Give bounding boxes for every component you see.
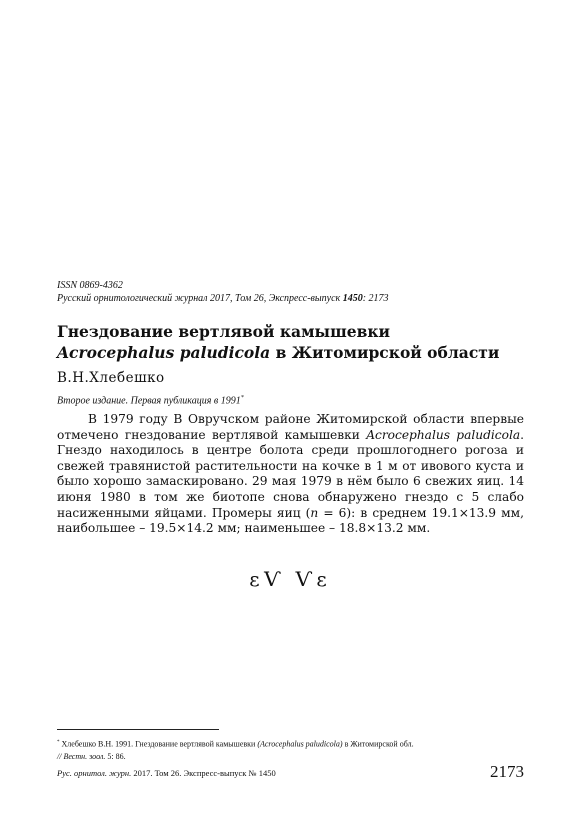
issn-line: ISSN 0869-4362 <box>57 280 123 291</box>
ornament-divider: εѴ Ѵε <box>249 567 331 591</box>
page-number: 2173 <box>490 762 524 781</box>
edition-text: Второе издание. Первая публикация в 1991 <box>57 395 241 407</box>
body-species: Acrocephalus paludicola <box>366 427 521 442</box>
article-title <box>57 321 527 363</box>
body-n: n <box>310 505 319 520</box>
footnote-rule <box>57 729 219 730</box>
running-rest: 2017. Том 26. Экспресс-выпуск № 1450 <box>131 768 276 778</box>
footnote-text-a: Хлебешко В.Н. 1991. Гнездование вертлявой камышевки <box>59 739 258 749</box>
journal-line <box>57 292 389 305</box>
running-title: Рус. орнитол. журн. <box>57 768 132 778</box>
footnote-text-c: 5: 86. <box>105 751 126 761</box>
footnote-species: (Acrocephalus paludicola) <box>257 739 343 749</box>
issn-block <box>57 279 389 305</box>
issue-number: 1450 <box>342 293 363 304</box>
footnote-mark: * <box>57 740 60 745</box>
title-species: Acrocephalus paludicola <box>57 343 271 362</box>
footnote-journal: // Вестн. зоол. <box>57 751 106 761</box>
body-text-2: . Гнездо находилось в центре болота среди прошлогоднего рогоза и свежей травянистой растительности на кочке в 1 м от ивового куста и было хорошо замаскировано. 29 мая 1979 в нём было 6 свежих яиц. 14 июня 1980 в том же биотопе снова обнаружено гнездо с 5 слабо насиженными яйцами. Промеры яиц ( <box>57 427 524 520</box>
title-line2 <box>57 342 527 363</box>
edition-footnote-mark: * <box>240 395 244 401</box>
footnote <box>57 737 527 763</box>
article-body <box>57 412 524 537</box>
title-line1: Гнездование вертлявой камышевки <box>57 322 391 341</box>
body-text-1: В 1979 году В Овручском районе Житомирской области впервые отмечено гнездование вертлявой камышевки <box>57 412 524 442</box>
journal-line-text: Русский орнитологический журнал 2017, Том 26, Экспресс-выпуск <box>57 293 343 304</box>
title-rest: в Житомирской области <box>270 343 500 362</box>
footnote-text-b: в Житомирской обл. <box>342 739 414 749</box>
page-range: : 2173 <box>362 293 389 304</box>
running-footer <box>57 768 276 778</box>
author: В.Н.Хлебешко <box>57 370 165 386</box>
body-text-3: = 6): в среднем 19.1×13.9 мм, наибольшее – 19.5×14.2 мм; наименьшее – 18.8×13.2 мм. <box>57 505 524 536</box>
edition-note <box>57 395 244 406</box>
